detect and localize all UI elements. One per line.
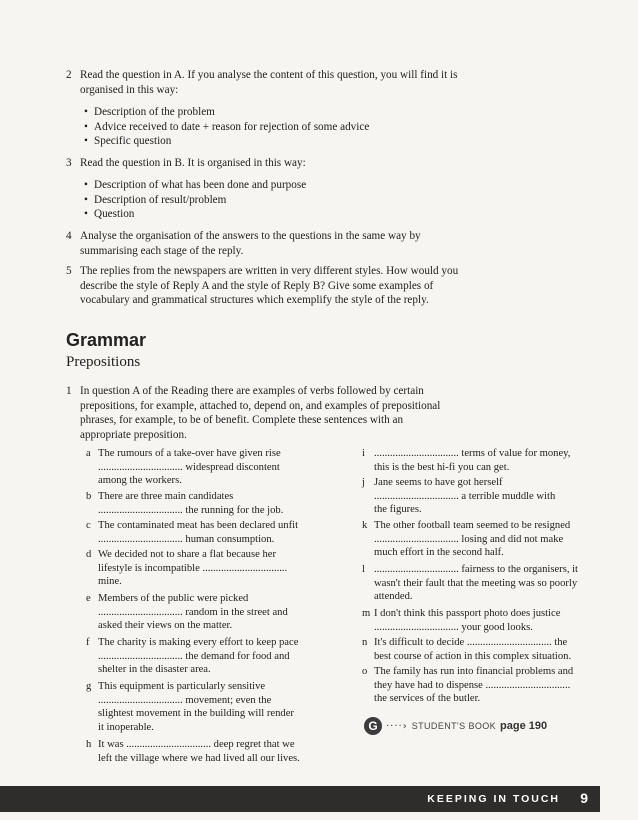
item-line: We decided not to share a flat because her [98, 549, 276, 560]
unit-title: KEEPING IN TOUCH [427, 793, 560, 805]
item-line: The rumours of a take-over have given rise [98, 448, 281, 459]
item-line: ................................ your good looks. [374, 621, 533, 633]
item-letter: o [362, 666, 368, 677]
item-letter: j [362, 477, 365, 488]
item-line: it inoperable. [98, 721, 154, 733]
item-line: The family has run into financial problems and [374, 666, 574, 677]
item-line: ................................ a terrible muddle with [374, 490, 556, 502]
item-line: ................................ random in the street and [98, 606, 288, 618]
item-line: ................................ fairness to the organisers, it [374, 564, 579, 575]
item-line: mine. [98, 576, 122, 588]
item-line: ................................ human consumption. [98, 533, 275, 545]
bullet-item: • Specific question [84, 135, 172, 147]
instruction-line: prepositions, for example, attached to, depend on, and examples of prepositional [80, 399, 441, 412]
question-line: Read the question in B. It is organised in this way: [80, 157, 306, 169]
bullet-item: • Description of result/problem [84, 193, 227, 206]
item-line: wasn't their fault that the meeting was so poorly [374, 577, 578, 589]
item-line: ................................ the running for the job. [98, 504, 284, 516]
item-line: among the workers. [98, 475, 182, 487]
item-line: asked their views on the matter. [98, 620, 233, 632]
bullet-symbol: • [84, 106, 88, 118]
item-letter: g [86, 681, 92, 692]
question-line: Read the question in A. If you analyse the content of this question, you will find it is [80, 69, 458, 81]
item-letter: l [362, 564, 365, 575]
bullet-item: • Description of the problem [84, 106, 215, 118]
bullet-symbol: • [84, 120, 88, 133]
grammar-badge-icon: G [364, 717, 382, 735]
item-line: best course of action in this complex situation. [374, 650, 572, 662]
bullet-symbol: • [84, 208, 88, 220]
item-line: they have had to dispense ................................ [374, 679, 571, 691]
instruction-line: appropriate preposition. [80, 428, 187, 441]
item-line: ................................ the demand for food and [98, 650, 290, 662]
question-number: 5 [66, 265, 72, 277]
question-line: The replies from the newspapers are written in very different styles. How would you [80, 265, 459, 277]
item-letter: m [362, 608, 371, 619]
item-letter: c [86, 520, 91, 531]
item-letter: a [86, 448, 91, 459]
item-line: left the village where we had lived all our lives. [98, 752, 300, 764]
item-letter: b [86, 491, 92, 502]
item-line: this is the best hi-fi you can get. [374, 461, 510, 473]
question-line: organised in this way: [80, 83, 179, 96]
bullet-symbol: • [84, 193, 88, 206]
item-line: It's difficult to decide ................................ the [374, 637, 568, 648]
item-line: The other football team seemed to be resigned [374, 520, 571, 531]
item-line: the figures. [374, 504, 422, 516]
question-number: 3 [66, 157, 72, 169]
item-letter: f [86, 637, 90, 648]
bullet-item: • Advice received to date + reason for rejection of some advice [84, 120, 370, 133]
item-line: There are three main candidates [98, 491, 234, 502]
instruction-line: In question A of the Reading there are examples of verbs followed by certain [80, 385, 424, 397]
item-letter: h [86, 739, 92, 750]
question-number: 2 [66, 69, 72, 81]
students-book-reference [364, 716, 547, 736]
item-letter: d [86, 549, 92, 560]
item-line: slightest movement in the building will render [98, 708, 294, 720]
item-letter: i [362, 448, 365, 459]
item-line: ................................ movement; even the [98, 694, 272, 706]
item-line: lifestyle is incompatible ................................ [98, 562, 288, 574]
bullet-item: • Question [84, 208, 135, 220]
item-line: ................................ losing and did not make [374, 533, 564, 545]
item-line: attended. [374, 591, 413, 603]
item-line: shelter in the disaster area. [98, 664, 211, 676]
item-line: The contaminated meat has been declared unfit [98, 520, 299, 531]
bullet-item: • Description of what has been done and purpose [84, 179, 307, 191]
exercise-number: 1 [66, 385, 72, 397]
item-letter: e [86, 593, 91, 604]
question-line: summarising each stage of the reply. [80, 244, 244, 257]
item-line: The charity is making every effort to keep pace [98, 637, 299, 648]
question-line: describe the style of Reply A and the style of Reply B? Give some examples of [80, 279, 434, 292]
item-line: much effort in the second half. [374, 547, 504, 559]
subsection-heading: Prepositions [66, 354, 141, 370]
page-footer [0, 786, 600, 812]
bullet-symbol: • [84, 135, 88, 147]
question-line: Analyse the organisation of the answers to the questions in the same way by [80, 230, 421, 242]
section-heading: Grammar [66, 330, 147, 350]
dotted-arrow-icon: ····› [386, 720, 408, 732]
item-letter: k [362, 520, 368, 531]
reference-label: STUDENT'S BOOK [411, 721, 497, 731]
instruction-line: phrases, for example, to be of benefit. Complete these sentences with an [80, 414, 404, 426]
item-line: I don't think this passport photo does justice [374, 608, 561, 619]
bullet-symbol: • [84, 179, 88, 191]
page-number: 9 [580, 790, 588, 806]
question-number: 4 [66, 230, 72, 242]
item-line: ................................ terms of value for money, [374, 448, 571, 459]
question-line: vocabulary and grammatical structures which exemplify the style of the reply. [80, 294, 429, 306]
item-line: Members of the public were picked [98, 593, 249, 604]
item-letter: n [362, 637, 368, 648]
reference-page: page 190 [500, 720, 548, 732]
item-line: the services of the butler. [374, 693, 481, 705]
item-line: This equipment is particularly sensitive [98, 681, 266, 692]
item-line: It was ................................ deep regret that we [98, 739, 295, 750]
item-line: ................................ widespread discontent [98, 461, 280, 473]
item-line: Jane seems to have got herself [374, 477, 503, 488]
